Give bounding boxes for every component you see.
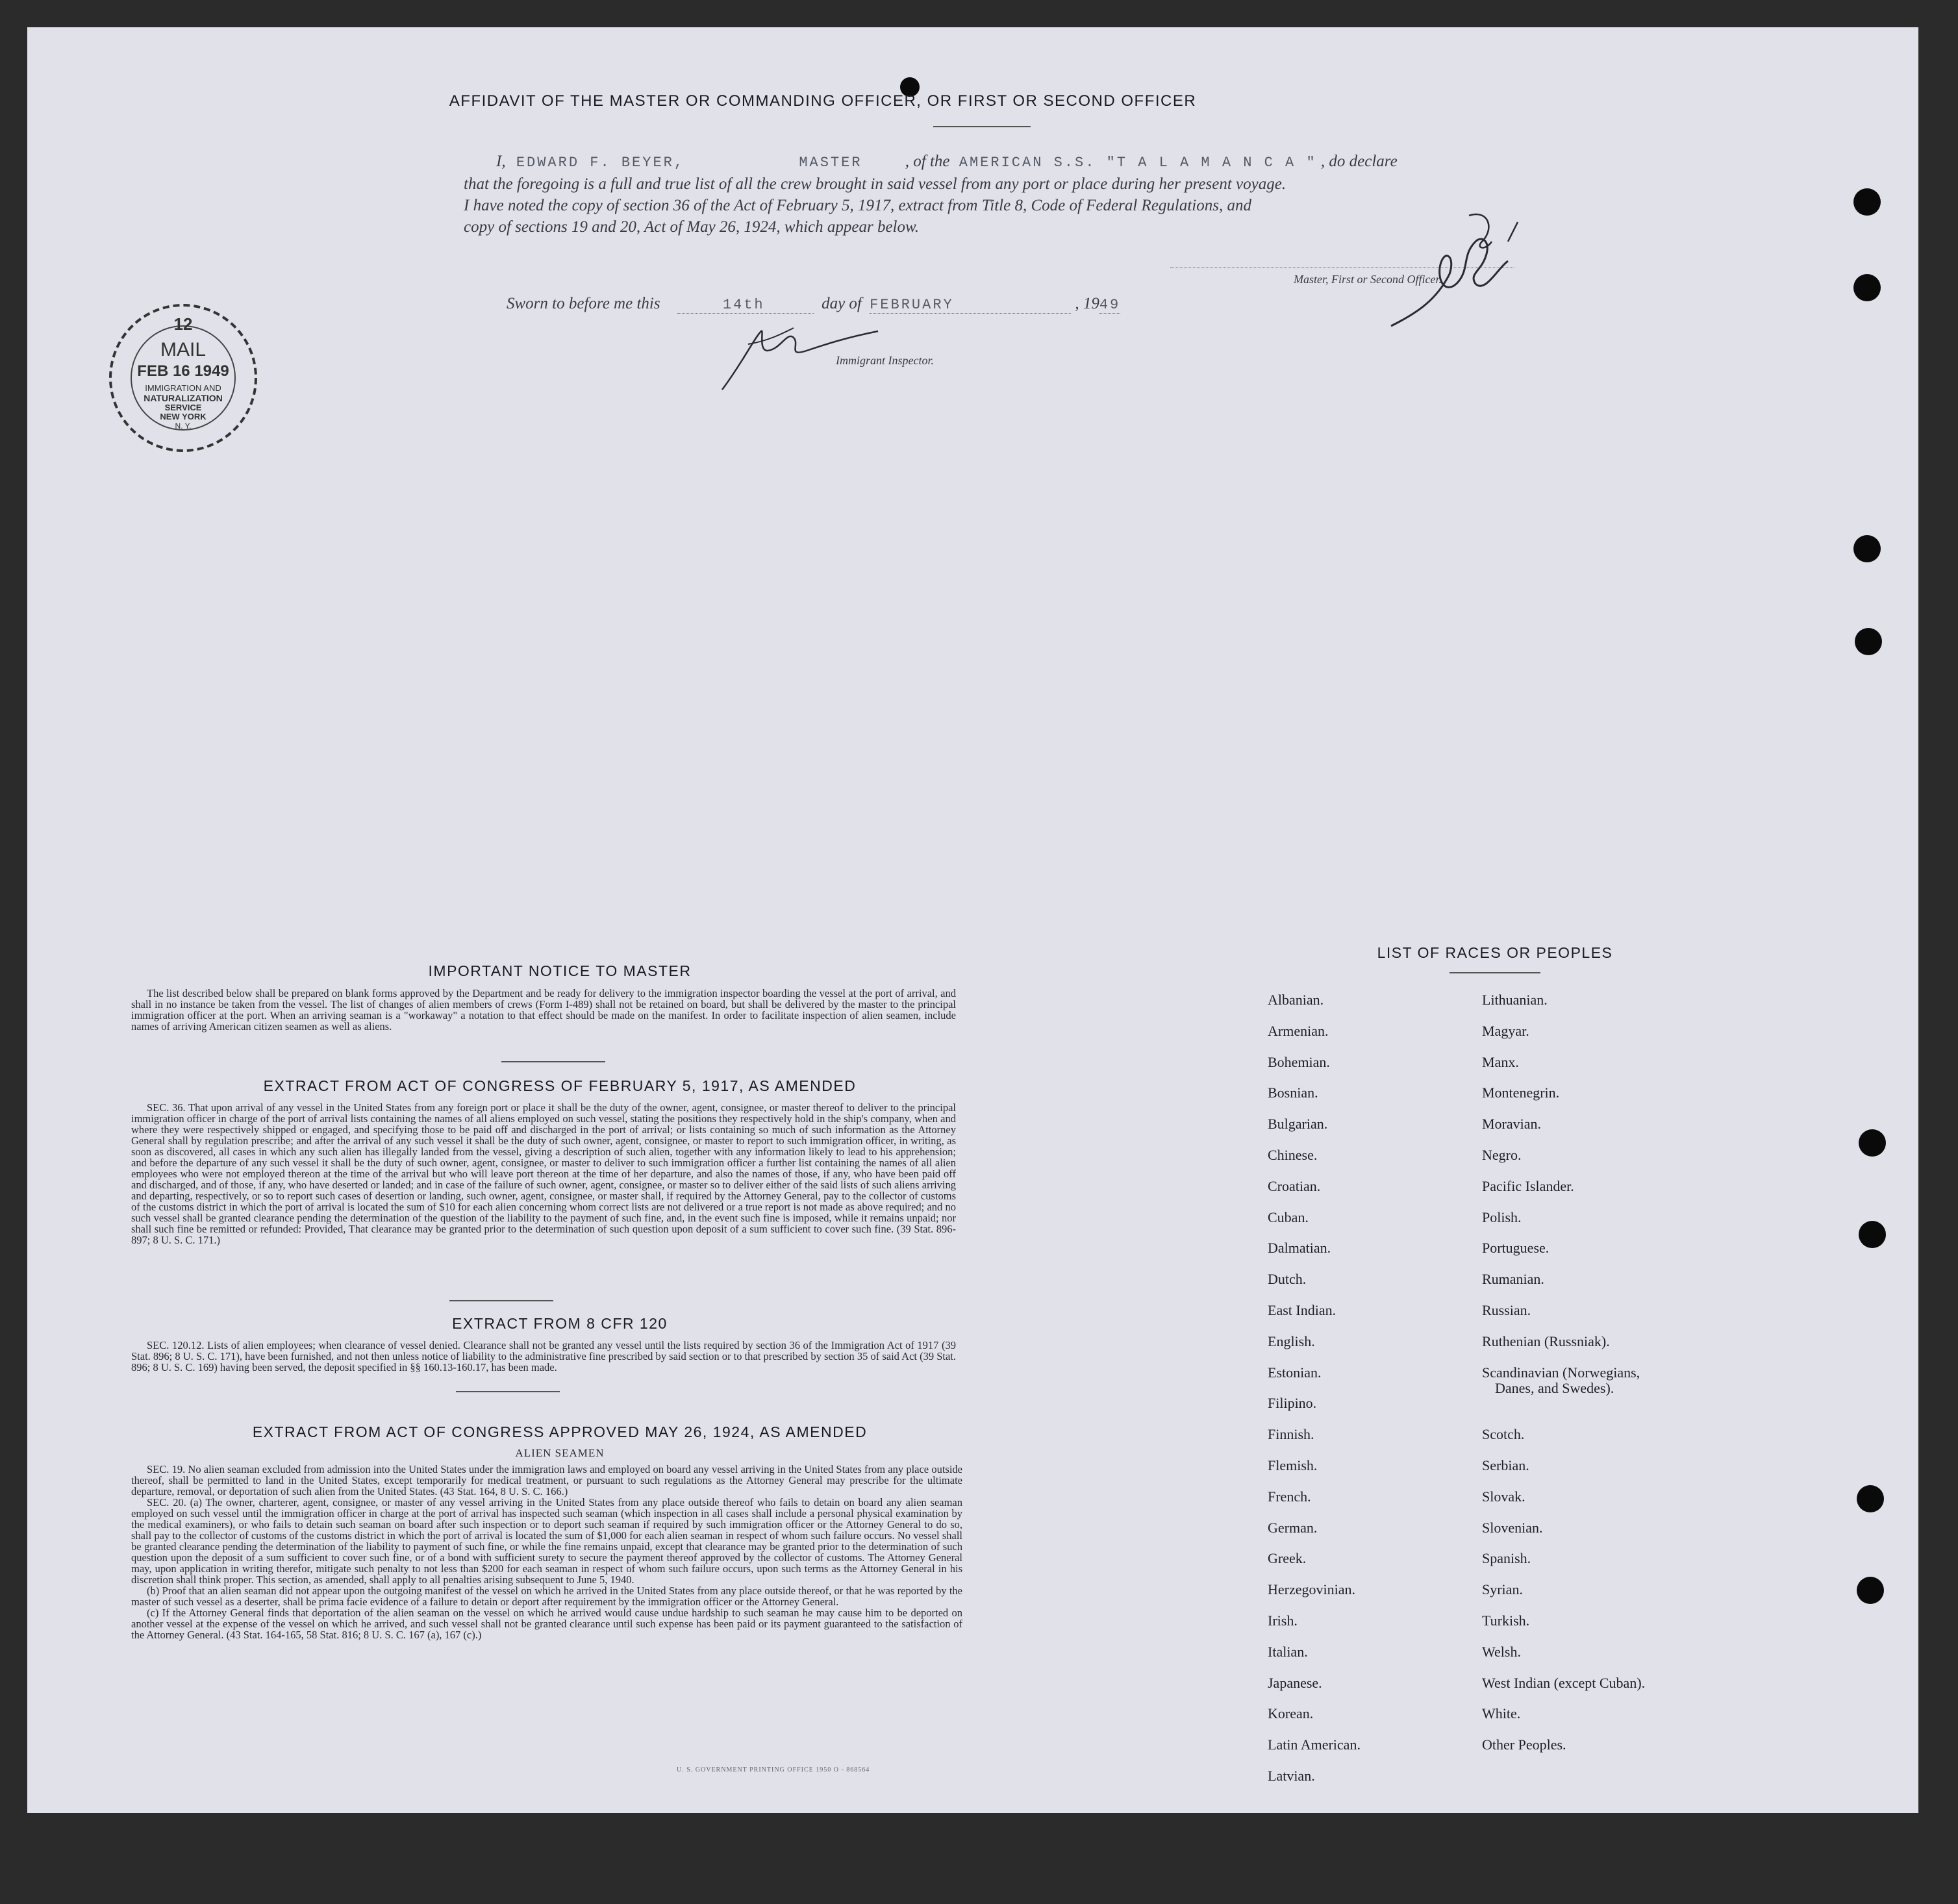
race-item: French.: [1268, 1488, 1311, 1505]
race-item: West Indian (except Cuban).: [1482, 1674, 1646, 1691]
punch-hole: [1853, 274, 1881, 301]
race-item: East Indian.: [1268, 1302, 1337, 1318]
race-item: Latvian.: [1268, 1768, 1315, 1784]
race-item: Scandinavian (Norwegians,: [1482, 1364, 1640, 1381]
punch-hole: [1859, 1221, 1886, 1248]
extract-cfr-divider: [456, 1391, 560, 1392]
section-20a-paragraph: SEC. 20. (a) The owner, charterer, agent, consignee, or master of any vessel arriving in the United States from any place outside thereof who fails to detain on board any alien seaman employed on such vessel until the immigration officer in charge at the port of arrival has inspected such seaman (which inspection in all cases shall include a personal physical examination by the medical examiners), or who fails to detain such seaman on board after such inspection or to deport such seaman if required by such immigration officer or the Attorney General to do so, shall pay to the collector of customs of the customs district in which the port of arrival is located the sum of $1,000 for each alien seaman in respect of whom such failure occurs. No vessel shall be granted clearance pending the determination of the liability to payment of such fine, or while the fine remains unpaid, except that clearance may be granted prior to the determination of such question upon the deposit of a sum sufficient to cover such fine, or of a bond with sufficient surety to secure the payment thereof approved by the collector of customs. The Attorney General may, upon application in writing therefor, mitigate such penalty to not less than $200 for each seaman in respect of whom such failure occurs, upon such terms as the Attorney General in his discretion shall think proper. This section, as amended, shall apply to all penalties arising subsequent to June 5, 1940.: [131, 1496, 962, 1586]
sworn-month: FEBRUARY: [870, 297, 1071, 314]
notice-title: IMPORTANT NOTICE TO MASTER: [428, 962, 692, 979]
race-item: Italian.: [1268, 1643, 1308, 1660]
race-item: Rumanian.: [1482, 1271, 1544, 1288]
stamp-line-2: NATURALIZATION: [144, 393, 223, 403]
affidavit-line-4: copy of sections 19 and 20, Act of May 26, 1924, which appear below.: [464, 218, 920, 236]
year-prefix: , 19: [1075, 295, 1099, 312]
race-item: Ruthenian (Russniak).: [1482, 1333, 1610, 1349]
punch-hole: [1857, 1485, 1884, 1512]
notice-paragraph: The list described below shall be prepared on blank forms approved by the Department and be ready for delivery to the immigration inspector boarding the vessel at the port of arrival, and shall in no instance be taken from the vessel. The list of changes of alien members of crews (Form I-489) shall not be retained on board, but shall be delivered by the master to the principal immigration officer at the port. When an arriving seaman is a "workaway" a notation to that effect should be made on the manifest. In order to facilitate inspection of alien seamen, include names of arriving American citizen seamen as well as aliens.: [131, 987, 956, 1033]
extract-1917-title: EXTRACT FROM ACT OF CONGRESS OF FEBRUARY 5, 1917, AS AMENDED: [263, 1077, 857, 1094]
punch-hole: [1853, 535, 1881, 562]
punch-hole: [1859, 1129, 1886, 1157]
form-page: [27, 27, 1918, 1813]
race-item: Other Peoples.: [1482, 1736, 1566, 1753]
race-item: Spanish.: [1482, 1550, 1531, 1567]
punch-hole: [1857, 1577, 1884, 1604]
race-item: German.: [1268, 1519, 1318, 1536]
race-item: English.: [1268, 1333, 1315, 1349]
title-divider: [933, 126, 1031, 127]
sworn-day: 14th: [677, 297, 814, 314]
punch-hole: [1853, 188, 1881, 216]
race-item: Manx.: [1482, 1053, 1519, 1070]
section-19-paragraph: SEC. 19. No alien seaman excluded from admission into the United States under the immigration laws and employed on board any vessel arriving in the United States from any place outside thereof, shall be permitted to land in the United States, except temporarily for medical treatment, or pursuant to such regulations as the Attorney General may prescribe for the ultimate departure, removal, or deportation of such alien from the United States. (43 Stat. 164, 8 U. S. C. 166.): [131, 1463, 962, 1497]
notice-divider: [501, 1061, 605, 1062]
of-the-text: , of the: [905, 153, 950, 170]
race-item: Slovenian.: [1482, 1519, 1543, 1536]
races-title: LIST OF RACES OR PEOPLES: [1377, 944, 1613, 961]
affidavit-line-2: that the foregoing is a full and true list of all the crew brought in said vessel from any port or place during her present voyage.: [464, 175, 1287, 193]
race-item: Syrian.: [1482, 1581, 1523, 1598]
race-item: Dutch.: [1268, 1271, 1307, 1288]
race-item: Irish.: [1268, 1612, 1298, 1629]
alien-seamen-subtitle: ALIEN SEAMEN: [515, 1447, 605, 1459]
inspector-label: Immigrant Inspector.: [836, 354, 934, 367]
punch-hole: [1855, 628, 1882, 655]
sworn-year: 49: [1099, 297, 1121, 313]
race-item: White.: [1482, 1705, 1521, 1722]
stamp-date: FEB 16 1949: [137, 362, 229, 380]
officer-name: EDWARD F. BEYER,: [516, 155, 685, 171]
stamp-mail: MAIL: [160, 339, 207, 360]
extract-cfr-title: EXTRACT FROM 8 CFR 120: [452, 1315, 668, 1332]
race-item: Herzegovinian.: [1268, 1581, 1355, 1598]
affidavit-title: AFFIDAVIT OF THE MASTER OR COMMANDING OFFICER, OR FIRST OR SECOND OFFICER: [449, 92, 1197, 110]
race-item: Magyar.: [1482, 1022, 1529, 1039]
race-item: Japanese.: [1268, 1674, 1322, 1691]
section-36-paragraph: SEC. 36. That upon arrival of any vessel in the United States from any foreign port or place it shall be the duty of the owner, agent, consignee, or master thereof to deliver to the principal immigration officer in charge of the port of arrival lists containing the names of all aliens employed on such vessel, stating the positions they respectively hold in the ship's company, when and where they were respectively shipped or engaged, and specifying those to be paid off and discharged in the port of arrival; or lists containing so much of such information as the Attorney General shall by regulation prescribe; and after the arrival of any such vessel it shall be the duty of such owner, agent, consignee, or master to report to such immigration officer, in writing, as soon as discovered, all cases in which any such alien has illegally landed from the vessel, giving a description of such alien, together with any information likely to lead to his apprehension; and before the departure of any such vessel it shall be the duty of such owner, agent, consignee, or master to deliver to such immigration officer a further list containing the names of all alien employees who were not employed thereon at the time of the arrival but who will leave port thereon at the time of her departure, and also the names of those, if any, who have been paid off and discharged, and of those, if any, who have deserted or landed; and in case of the failure of such owner, agent, consignee, or master so to deliver either of the said lists of such aliens arriving and departing, respectively, or so to report such cases of desertion or landing, such owner, agent, consignee, or master shall, if required by the Attorney General, pay to the collector of customs of the customs district in which the port of arrival is located the sum of $10 for each alien concerning whom correct lists are not delivered or a true report is not made as above required; and no such vessel shall be granted clearance pending the determination of the question of the liability to the payment of such fine, and, in the event such fine is imposed, while it remains unpaid; nor shall such fine be remitted or refunded: Provided, That clearance may be granted prior to the determination of such question upon deposit of a sum sufficient to cover such fine. (39 Stat. 896-897; 8 U. S. C. 171.): [131, 1101, 956, 1246]
race-item: Estonian.: [1268, 1364, 1322, 1381]
race-item: Montenegrin.: [1482, 1084, 1560, 1101]
affidavit-line-1: [464, 151, 1542, 173]
master-signature: [1378, 196, 1547, 345]
extract-cfr-body: [131, 1340, 956, 1373]
extract-1917-body: [131, 1102, 956, 1246]
sworn-line: [507, 295, 1120, 314]
race-item: Filipino.: [1268, 1395, 1317, 1412]
race-item: Welsh.: [1482, 1643, 1521, 1660]
vessel-name: AMERICAN S.S. "T A L A M A N C A ": [959, 155, 1317, 171]
race-item: Serbian.: [1482, 1457, 1529, 1473]
officer-rank: MASTER: [799, 155, 862, 171]
section-20c-paragraph: (c) If the Attorney General finds that deportation of the alien seaman on the vessel on which he arrived would cause undue hardship to such seaman he may cause him to be deported on another vessel at the expense of the vessel on which he arrived, and such vessel shall not be granted clearance until such expense has been paid or its payment guaranteed to the satisfaction of the Attorney General. (43 Stat. 164-165, 58 Stat. 816; 8 U. S. C. 167 (a), 167 (c).): [131, 1607, 962, 1641]
stamp-number: 12: [173, 314, 193, 334]
stamp-line-4: NEW YORK: [160, 412, 207, 421]
race-item: Lithuanian.: [1482, 992, 1548, 1008]
race-item: Polish.: [1482, 1209, 1522, 1225]
stamp-line-5: N. Y.: [175, 421, 192, 431]
extract-1924-body: [131, 1464, 962, 1640]
race-item: Albanian.: [1268, 992, 1324, 1008]
race-item: Greek.: [1268, 1550, 1307, 1567]
race-item: Bulgarian.: [1268, 1116, 1328, 1133]
race-item: Korean.: [1268, 1705, 1314, 1722]
race-item: Bosnian.: [1268, 1084, 1318, 1101]
race-item: Armenian.: [1268, 1022, 1329, 1039]
race-item: Croatian.: [1268, 1177, 1321, 1194]
race-item: Moravian.: [1482, 1116, 1542, 1133]
race-item: Negro.: [1482, 1147, 1522, 1163]
do-declare-text: , do declare: [1320, 153, 1398, 170]
race-item: Bohemian.: [1268, 1053, 1330, 1070]
race-item: Pacific Islander.: [1482, 1177, 1574, 1194]
immigration-postmark-stamp: [105, 300, 261, 456]
affidavit-prefix: I,: [496, 153, 506, 170]
affidavit-line-3: I have noted the copy of section 36 of the Act of February 5, 1917, extract from Title 8, Code of Federal Regulations, and: [464, 197, 1251, 214]
race-item: Dalmatian.: [1268, 1240, 1331, 1257]
notice-body: [131, 988, 956, 1032]
printer-imprint: U. S. GOVERNMENT PRINTING OFFICE 1950 O - 868564: [677, 1766, 870, 1773]
extract-1917-divider: [449, 1300, 553, 1301]
stamp-line-1: IMMIGRATION AND: [145, 383, 221, 393]
race-item: Turkish.: [1482, 1612, 1530, 1629]
race-item: Russian.: [1482, 1302, 1531, 1318]
race-item: Finnish.: [1268, 1426, 1314, 1443]
sworn-prefix: Sworn to before me this: [507, 295, 660, 312]
race-item: Scotch.: [1482, 1426, 1525, 1443]
section-20b-paragraph: (b) Proof that an alien seaman did not appear upon the outgoing manifest of the vessel on which he arrived in the United States from any place outside thereof, or that he was reported by the master of such vessel as a deserter, shall be prima facie evidence of a failure to detain or deport after requirement by the immigration officer or the Attorney General.: [131, 1585, 962, 1608]
race-item: Cuban.: [1268, 1209, 1309, 1225]
race-item: Slovak.: [1482, 1488, 1525, 1505]
extract-1924-title: EXTRACT FROM ACT OF CONGRESS APPROVED MAY 26, 1924, AS AMENDED: [252, 1423, 868, 1440]
signer-label: Master, First or Second Officer.: [1294, 273, 1442, 286]
section-120-12-paragraph: SEC. 120.12. Lists of alien employees; when clearance of vessel denied. Clearance shall not be granted any vessel until the lists required by section 36 of the Immigration Act of 1917 (39 Stat. 896; 8 U. S. C. 171), have been furnished, and not then unless notice of liability to the administrative fine prescribed by said section or to that prescribed by section 35 of said Act (39 Stat. 896; 8 U. S. C. 169) having been served, the deposit specified in §§ 160.13-160.17, has been made.: [131, 1339, 956, 1373]
race-item: Portuguese.: [1482, 1240, 1550, 1257]
race-item: Latin American.: [1268, 1736, 1361, 1753]
stamp-line-3: SERVICE: [164, 403, 202, 412]
race-item: Danes, and Swedes).: [1495, 1379, 1614, 1396]
races-divider: [1450, 972, 1540, 973]
day-of-text: day of: [822, 295, 862, 312]
race-item: Chinese.: [1268, 1147, 1318, 1163]
race-item: Flemish.: [1268, 1457, 1318, 1473]
